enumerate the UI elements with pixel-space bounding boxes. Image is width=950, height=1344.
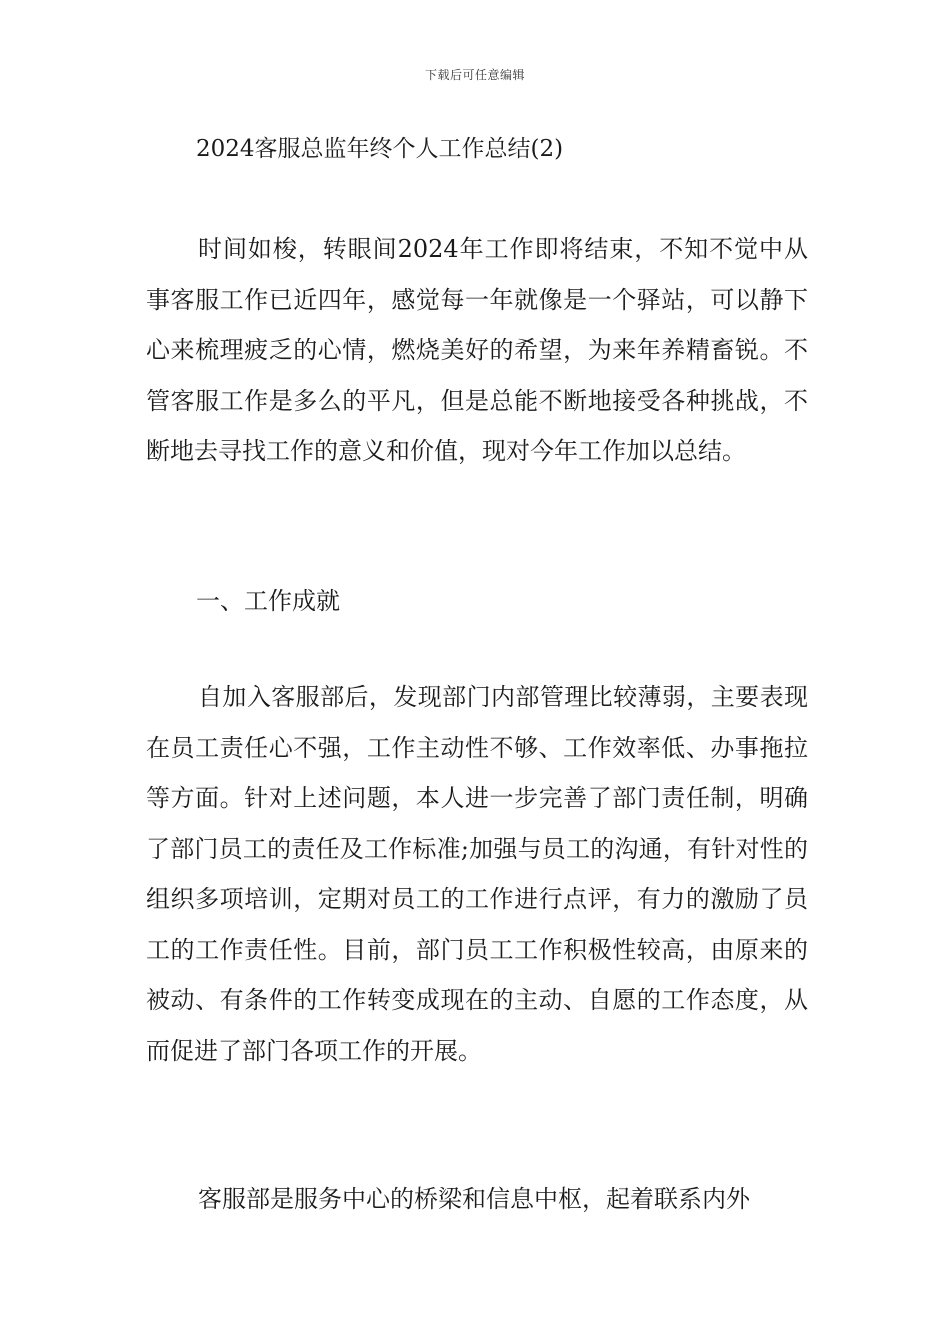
section-heading-achievements: 一、工作成就 bbox=[196, 587, 340, 615]
achievements-paragraph: 自加入客服部后，发现部门内部管理比较薄弱，主要表现在员工责任心不强，工作主动性不够、工作效率低、办事拖拉等方面。针对上述问题，本人进一步完善了部门责任制，明确了部门员工的责任及工作标准;加强与员工的沟通，有针对性的组织多项培训，定期对员工的工作进行点评，有力的激励了员工的工作责任性。目前，部门员工工作积极性较高，由原来的被动、有条件的工作转变成现在的主动、自愿的工作态度，从而促进了部门各项工作的开展。 bbox=[146, 683, 808, 1065]
download-note: 下载后可任意编辑 bbox=[424, 68, 525, 82]
document-title: 2024客服总监年终个人工作总结(2) bbox=[196, 136, 564, 162]
intro-paragraph: 时间如梭，转眼间2024年工作即将结束，不知不觉中从事客服工作已近四年，感觉每一年就像是一个驿站，可以静下心来梳理疲乏的心情，燃烧美好的希望，为来年养精畜锐。不管客服工作是多么的平凡，但是总能不断地接受各种挑战，不断地去寻找工作的意义和价值，现对今年工作加以总结。 bbox=[146, 235, 808, 465]
customer-service-paragraph: 客服部是服务中心的桥梁和信息中枢，起着联系内外 bbox=[198, 1185, 750, 1213]
